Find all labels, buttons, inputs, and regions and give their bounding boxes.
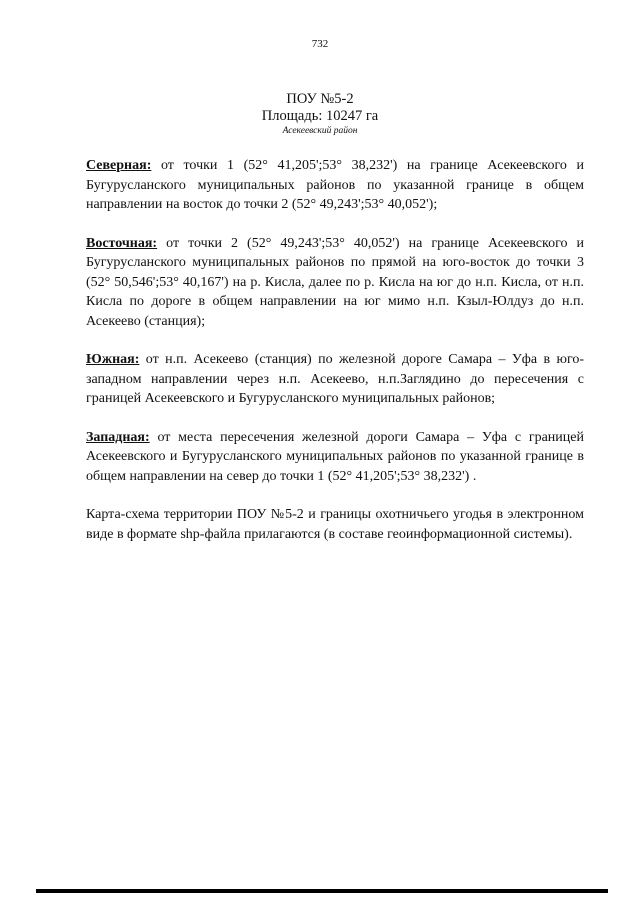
district-name: Асекеевский район bbox=[282, 126, 358, 136]
document-header bbox=[0, 91, 640, 137]
bottom-divider bbox=[36, 889, 608, 893]
closing-paragraph: Карта-схема территории ПОУ №5-2 и границы охотничьего угодья в электронном виде в формате shp-файла прилагаются (в составе геоинформационной системы). bbox=[86, 507, 584, 542]
document-title: ПОУ №5-2 bbox=[286, 91, 354, 107]
document-body bbox=[86, 156, 584, 563]
east-border-paragraph bbox=[86, 234, 584, 332]
south-border-paragraph bbox=[86, 350, 584, 409]
south-border-label: Южная: bbox=[86, 352, 140, 367]
south-border-text: от н.п. Асекеево (станция) по железной дороге Самара – Уфа в юго-западном направлении через н.п. Асекеево, н.п.Заглядино до пересечения с границей Асекеевского и Бугурусланского муниципальных районов; bbox=[86, 352, 584, 406]
north-border-text: от точки 1 (52° 41,205';53° 38,232') на границе Асекеевского и Бугурусланского муниципальных районов по указанной границе в общем направлении на восток до точки 2 (52° 49,243';53° 40,052'); bbox=[86, 158, 584, 212]
north-border-paragraph bbox=[86, 156, 584, 215]
west-border-text: от места пересечения железной дороги Самара – Уфа с границей Асекеевского и Бугурусланского муниципальных районов по указанной границе в общем направлении на север до точки 1 (52° 41,205';53° 38,232') . bbox=[86, 429, 584, 484]
north-border-label: Северная: bbox=[86, 158, 152, 173]
east-border-label: Восточная: bbox=[86, 235, 158, 251]
page-number: 732 bbox=[311, 38, 329, 50]
west-border-paragraph bbox=[86, 428, 584, 487]
west-border-label: Западная: bbox=[86, 429, 150, 445]
east-border-text: от точки 2 (52° 49,243';53° 40,052') на границе Асекеевского и Бугурусланского муниципальных районов по прямой на юго-восток до точки 3 (52° 50,546';53° 40,167') на р. Кисла, далее по р. Кисла на юг до н.п. Кисла, от н.п. Кисла по дороге в общем направлении на юг мимо н.п. Кзыл-Юлдуз до н.п. Асекеево (станция); bbox=[86, 235, 584, 329]
area-line: Площадь: 10247 га bbox=[261, 108, 379, 124]
